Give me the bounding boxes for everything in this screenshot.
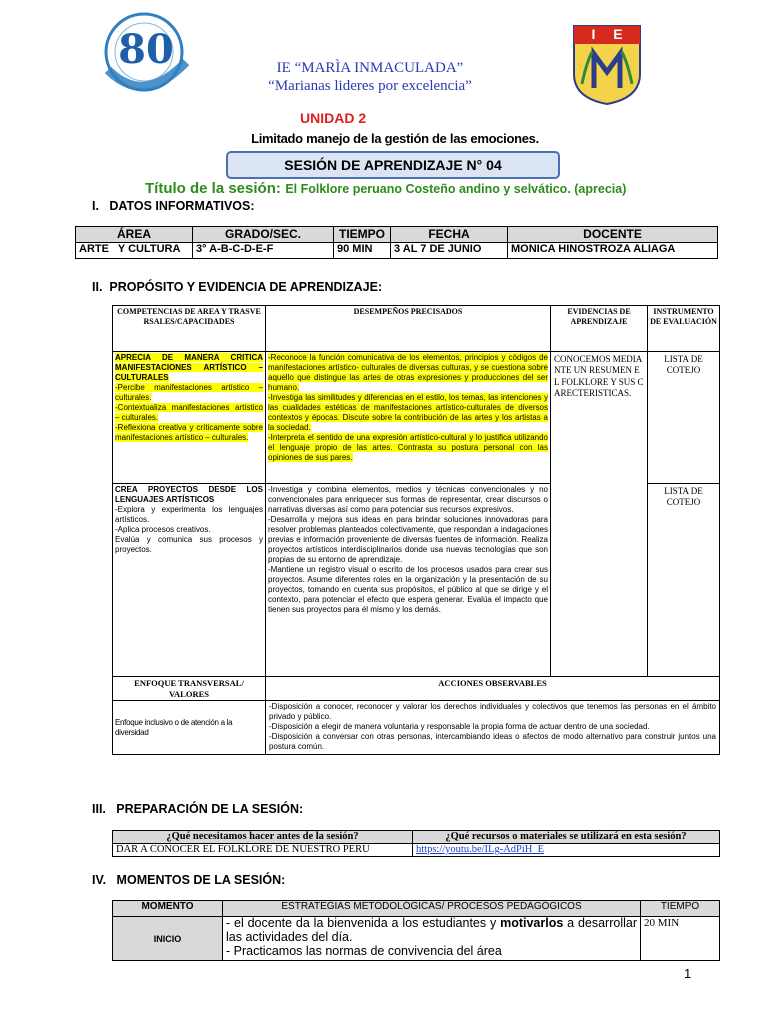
datos-header-tiempo: TIEMPO — [334, 227, 391, 243]
capacidad-percibe: -Percibe manifestaciones artístico – culturales. — [115, 383, 263, 402]
tiempo-inicio: 20 MIN — [641, 917, 720, 961]
section3-heading: III. PREPARACIÓN DE LA SESIÓN: — [92, 802, 304, 816]
datos-grado: 3° A-B-C-D-E-F — [193, 243, 334, 259]
estrategia-bienvenida-bold: motivarlos — [500, 916, 564, 930]
preparacion-antes: DAR A CONOCER EL FOLKLORE DE NUESTRO PERU — [113, 844, 413, 857]
school-motto: “Marianas lideres por excelencia” — [268, 78, 472, 94]
capacidad-evalua: Evalúa y comunica sus procesos y proyectos. — [115, 535, 263, 554]
enfoque-cell: Enfoque inclusivo o de atención a la diversidad — [113, 701, 266, 755]
competencia-crea: CREA PROYECTOS DESDE LOS LENGUAJES ARTÍSTICOS — [115, 485, 263, 504]
acciones-cell — [266, 701, 720, 755]
unit-title: UNIDAD 2 — [300, 110, 367, 126]
resource-link[interactable]: https://youtu.be/ILg-AdPiH_E — [416, 844, 545, 855]
capacidad-reflexiona: -Reflexiona creativa y críticamente sobre manifestaciones artístico – culturales. — [115, 423, 263, 442]
school-crest-logo — [572, 24, 642, 106]
instrumento-crea: LISTA DE COTEJO — [648, 484, 720, 677]
section2-heading: II. PROPÓSITO Y EVIDENCIA DE APRENDIZAJE: — [92, 280, 383, 294]
instrumento-aprecia: LISTA DE COTEJO — [648, 352, 720, 484]
school-anniversary-logo — [94, 10, 198, 94]
preparacion-header-recursos: ¿Qué recursos o materiales se utilizará en esta sesión? — [413, 831, 720, 844]
header-enfoque: ENFOQUE TRANSVERSAL/ VALORES — [113, 677, 266, 701]
datos-fecha: 3 AL 7 DE JUNIO — [391, 243, 508, 259]
datos-area: ARTE Y CULTURA — [76, 243, 193, 259]
accion-conversar: -Disposición a conversar con otras personas, intercambiando ideas o afectos de modo alternativo para construir juntos una postura común. — [269, 732, 716, 752]
unit-subtitle: Limitado manejo de la gestión de las emociones. — [251, 131, 539, 146]
momento-inicio: INICIO — [113, 917, 223, 961]
desempenos-crea-cell — [266, 484, 551, 677]
logo-number: 80 — [118, 26, 174, 73]
header-acciones: ACCIONES OBSERVABLES — [266, 677, 720, 701]
capacidad-aplica: -Aplica procesos creativos. — [115, 525, 211, 534]
desempeno-combina: -Investiga y combina elementos, medios y técnicas convencionales y no convencionales para enriquecer sus formas de representar, crear discursos o narrativas diversas así como para potenciar sus recursos expresivos. — [268, 485, 548, 514]
momentos-table — [112, 900, 720, 961]
preparacion-table — [112, 830, 720, 857]
header-desempenos: DESEMPEÑOS PRECISADOS — [266, 306, 551, 352]
section4-heading: IV. MOMENTOS DE LA SESIÓN: — [92, 873, 286, 887]
header-evidencias: EVIDENCIAS DE APRENDIZAJE — [551, 306, 648, 352]
preparacion-header-antes: ¿Qué necesitamos hacer antes de la sesión? — [113, 831, 413, 844]
momentos-header-momento: MOMENTO — [113, 901, 223, 917]
estrategia-normas: - Practicamos las normas de convivencia del área — [226, 943, 502, 958]
accion-conocer: -Disposición a conocer, reconocer y valorar los derechos individuales y colectivos que tenemos las personas en el ámbito privado y público. — [269, 702, 716, 722]
desempeno-interpreta: -Interpreta el sentido de una expresión artístico-cultural y lo justifica utilizando el lenguaje propio de las artes. Contrasta su postura personal con las opiniones de sus pares. — [268, 433, 548, 462]
header-competencias: COMPETENCIAS DE AREA Y TRASVERSALES/CAPACIDADES — [113, 306, 266, 352]
datos-tiempo: 90 MIN — [334, 243, 391, 259]
header-instrumento: INSTRUMENTO DE EVALUACIÓN — [648, 306, 720, 352]
estrategia-bienvenida-post: a desarrollar las actividades del día. — [226, 916, 637, 944]
page-number: 1 — [684, 966, 692, 981]
competencia-aprecia-cell — [113, 352, 266, 484]
accion-elegir: -Disposición a elegir de manera voluntaria y responsable la propia forma de actuar dentro de una sociedad. — [269, 722, 650, 732]
crest-letters: I E — [591, 26, 623, 42]
competencia-crea-cell — [113, 484, 266, 677]
desempeno-investiga: -Investiga las similitudes y diferencias en el estilo, los temas, las intenciones y las cualidades estéticas de manifestaciones artístico-culturales de diversos contextos y épocas. Discute sobre la contribución de las artes y los artistas a la sociedad. — [268, 393, 548, 432]
school-name: IE “MARÌA INMACULADA” — [276, 60, 464, 76]
desempenos-aprecia-cell — [266, 352, 551, 484]
competencia-aprecia: APRECIA DE MANERA CRITICA MANIFESTACIONES ARTÍSTICO – CULTURALES — [115, 353, 263, 382]
datos-header-fecha: FECHA — [391, 227, 508, 243]
capacidad-explora: -Explora y experimenta los lenguajes artísticos. — [115, 505, 263, 524]
session-title-label: Título de la sesión: — [145, 180, 281, 197]
proposito-table — [112, 305, 720, 755]
datos-docente: MONICA HINOSTROZA ALIAGA — [508, 243, 718, 259]
session-banner — [226, 151, 560, 179]
datos-table — [75, 226, 718, 259]
session-title-value: El Folklore peruano Costeño andino y selvático. (aprecia) — [285, 182, 627, 196]
datos-header-grado: GRADO/SEC. — [193, 227, 334, 243]
section1-heading: I. DATOS INFORMATIVOS: — [92, 199, 255, 213]
capacidad-contextualiza: -Contextualiza manifestaciones artístico – culturales. — [115, 403, 263, 422]
datos-header-docente: DOCENTE — [508, 227, 718, 243]
evidencia-cell: CONOCEMOS MEDIANTE UN RESUMEN EL FOLKLORE Y SUS CARECTERISTICAS. — [551, 352, 648, 677]
session-banner-text: SESIÓN DE APRENDIZAJE N° 04 — [284, 157, 502, 173]
preparacion-recursos — [413, 844, 720, 857]
session-title — [145, 180, 765, 198]
estrategias-inicio — [223, 917, 641, 961]
estrategia-bienvenida-pre: - el docente da la bienvenida a los estudiantes y — [226, 916, 501, 930]
desempeno-reconoce: -Reconoce la función comunicativa de los elementos, principios y códigos de manifestaciones artístico- culturales de diversas culturas, y se cuestiona sobre aquello que distingue las artes de otras expresiones y producciones del ser humano. — [268, 353, 548, 392]
desempeno-desarrolla: -Desarrolla y mejora sus ideas en para brindar soluciones innovadoras para resolver problemas planteados colectivamente, que respondan a indagaciones previas e información proveniente de diversas fuentes de información. Realiza proyectos artísticos interdisciplinarios donde usa nuevas tecnologías que son propias de su entorno de aprendizaje. — [268, 515, 548, 564]
desempeno-registro: -Mantiene un registro visual o escrito de los procesos usados para crear sus proyectos. Asume diferentes roles en la organización y la presentación de su proyectos, tomando en cuenta sus propósitos, el público al que se dirige y el contexto, para potenciar el efecto que espera generar. Evalúa el impacto que tienen sus proyectos para él mismo y los demás. — [268, 565, 548, 614]
datos-header-area: ÁREA — [76, 227, 193, 243]
momentos-header-estrategias: ESTRATEGIAS METODOLÓGICAS/ PROCESOS PEDAGÓGICOS — [223, 901, 641, 917]
momentos-header-tiempo: TIEMPO — [641, 901, 720, 917]
